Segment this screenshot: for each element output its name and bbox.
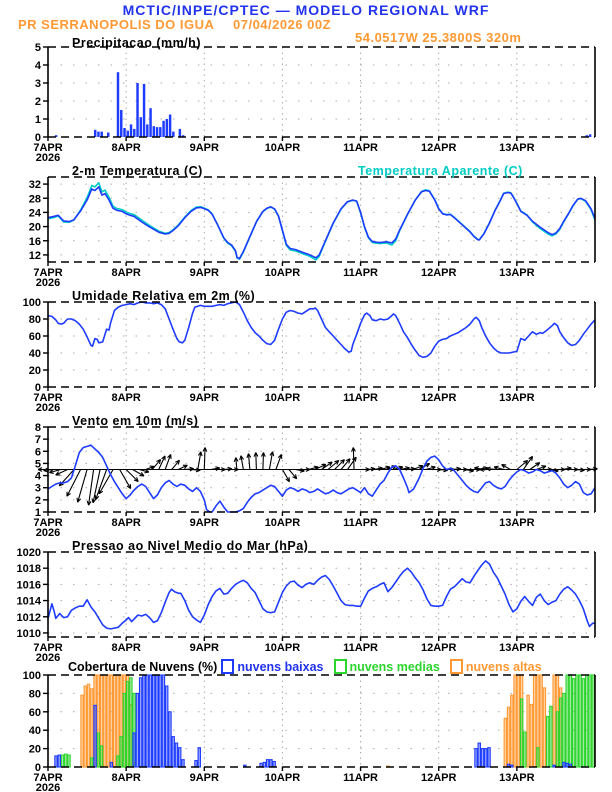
svg-text:100: 100 (22, 297, 41, 309)
svg-text:8APR: 8APR (111, 772, 141, 784)
svg-text:7APR: 7APR (33, 772, 63, 784)
svg-text:11APR: 11APR (343, 392, 379, 404)
svg-text:24: 24 (28, 207, 41, 220)
svg-text:10APR: 10APR (264, 642, 301, 654)
svg-text:12APR: 12APR (420, 267, 457, 279)
svg-text:9APR: 9APR (189, 772, 219, 784)
panel-title-pressure: Pressao ao Nivel Medio do Mar (hPa) (72, 539, 309, 553)
svg-text:12APR: 12APR (420, 642, 457, 654)
panel-precip (33, 42, 595, 164)
svg-text:11APR: 11APR (343, 517, 379, 529)
legend-label-baixas: nuvens baixas (237, 659, 324, 674)
svg-text:5: 5 (34, 458, 41, 471)
svg-text:20: 20 (28, 365, 41, 377)
svg-text:1: 1 (34, 114, 41, 126)
svg-text:32: 32 (28, 179, 41, 192)
svg-text:1010: 1010 (16, 627, 41, 640)
svg-text:2: 2 (34, 96, 41, 108)
svg-text:12APR: 12APR (420, 392, 457, 404)
svg-text:12APR: 12APR (420, 142, 457, 154)
station-coordinates: 54.0517W 25.3800S 320m (355, 30, 522, 45)
svg-text:13APR: 13APR (499, 517, 535, 529)
svg-text:12: 12 (28, 249, 41, 262)
panel-rh (23, 297, 595, 414)
panel-wind (33, 422, 597, 539)
panel-title-clouds: Cobertura de Nuvens (%) (68, 659, 218, 674)
svg-text:1012: 1012 (16, 611, 41, 624)
panel-title-temp-aparente: Temperatura Aparente (C) (358, 164, 523, 178)
panel-temp (29, 177, 595, 289)
svg-text:80: 80 (28, 314, 41, 326)
svg-text:0: 0 (34, 382, 41, 394)
legend-item-nuvens-medias (334, 659, 440, 674)
svg-text:40: 40 (28, 725, 41, 738)
svg-text:13APR: 13APR (499, 142, 535, 154)
svg-text:5: 5 (34, 42, 41, 54)
svg-text:80: 80 (28, 688, 41, 701)
svg-text:2026: 2026 (35, 527, 61, 539)
svg-text:1: 1 (34, 507, 41, 519)
svg-text:13APR: 13APR (499, 267, 535, 279)
legend-item-nuvens-baixas (221, 659, 323, 674)
station-name: PR SERRANOPOLIS DO IGUA (18, 17, 215, 32)
svg-text:8: 8 (34, 422, 41, 434)
legend-label-medias: nuvens medias (349, 659, 440, 674)
svg-text:8APR: 8APR (111, 517, 141, 529)
svg-text:60: 60 (28, 706, 41, 719)
svg-text:7APR: 7APR (33, 517, 63, 529)
svg-text:3: 3 (34, 78, 41, 90)
svg-text:2: 2 (34, 494, 41, 507)
panel-clouds (23, 670, 595, 792)
svg-text:1014: 1014 (16, 595, 41, 608)
svg-text:10APR: 10APR (264, 517, 301, 529)
run-datetime: 07/04/2026 00Z (233, 17, 332, 32)
svg-text:2026: 2026 (35, 402, 61, 414)
svg-text:9APR: 9APR (189, 642, 219, 654)
svg-text:60: 60 (28, 331, 41, 343)
svg-text:1018: 1018 (16, 563, 41, 576)
svg-text:7APR: 7APR (33, 267, 63, 279)
svg-text:7APR: 7APR (33, 392, 63, 404)
svg-text:28: 28 (28, 193, 41, 206)
svg-text:7: 7 (34, 434, 41, 447)
svg-text:8APR: 8APR (111, 142, 141, 154)
legend-label-altas: nuvens altas (465, 659, 542, 674)
svg-text:13APR: 13APR (499, 392, 535, 404)
svg-text:13APR: 13APR (499, 772, 535, 784)
legend-square-altas-icon (450, 659, 463, 674)
svg-text:2026: 2026 (35, 652, 61, 664)
svg-text:4: 4 (34, 470, 41, 483)
svg-text:8APR: 8APR (111, 392, 141, 404)
svg-text:7APR: 7APR (33, 142, 63, 154)
svg-text:10APR: 10APR (264, 267, 301, 279)
svg-text:20: 20 (28, 743, 41, 756)
svg-text:11APR: 11APR (343, 772, 379, 784)
svg-text:16: 16 (28, 235, 41, 248)
svg-text:10APR: 10APR (264, 142, 301, 154)
svg-text:12APR: 12APR (420, 517, 457, 529)
panel-title-temp: 2-m Temperatura (C) (72, 164, 203, 178)
svg-text:8APR: 8APR (111, 642, 141, 654)
svg-text:10APR: 10APR (264, 772, 301, 784)
cloud-legend-row (68, 659, 552, 674)
svg-text:10APR: 10APR (264, 392, 301, 404)
svg-text:6: 6 (34, 446, 41, 459)
legend-item-nuvens-altas (450, 659, 542, 674)
svg-text:1020: 1020 (16, 547, 41, 559)
svg-text:7APR: 7APR (33, 642, 63, 654)
panel-title-precip: Precipitacao (mm/h) (72, 36, 201, 50)
svg-text:8APR: 8APR (111, 267, 141, 279)
legend-square-baixas-icon (221, 659, 234, 674)
svg-text:0: 0 (34, 132, 41, 144)
svg-text:11APR: 11APR (343, 142, 379, 154)
svg-text:3: 3 (34, 482, 41, 495)
svg-text:40: 40 (28, 348, 41, 360)
model-title: MCTIC/INPE/CPTEC — MODELO REGIONAL WRF (122, 2, 490, 18)
panel-title-wind: Vento em 10m (m/s) (72, 414, 199, 428)
legend-square-medias-icon (334, 659, 347, 674)
svg-text:100: 100 (22, 670, 41, 682)
svg-text:1016: 1016 (16, 579, 41, 592)
svg-text:20: 20 (28, 221, 41, 234)
svg-text:11APR: 11APR (343, 642, 379, 654)
svg-text:0: 0 (34, 762, 41, 774)
svg-text:2026: 2026 (35, 277, 61, 289)
svg-text:13APR: 13APR (499, 642, 535, 654)
svg-text:9APR: 9APR (189, 392, 219, 404)
svg-text:4: 4 (34, 60, 41, 72)
svg-text:2026: 2026 (35, 152, 61, 164)
svg-text:9APR: 9APR (189, 142, 219, 154)
svg-text:11APR: 11APR (343, 267, 379, 279)
svg-text:2026: 2026 (35, 782, 61, 792)
panel-title-humidity: Umidade Relativa em 2m (%) (72, 289, 256, 303)
panel-press (17, 547, 595, 664)
svg-text:9APR: 9APR (189, 517, 219, 529)
svg-text:9APR: 9APR (189, 267, 219, 279)
svg-text:12APR: 12APR (420, 772, 457, 784)
